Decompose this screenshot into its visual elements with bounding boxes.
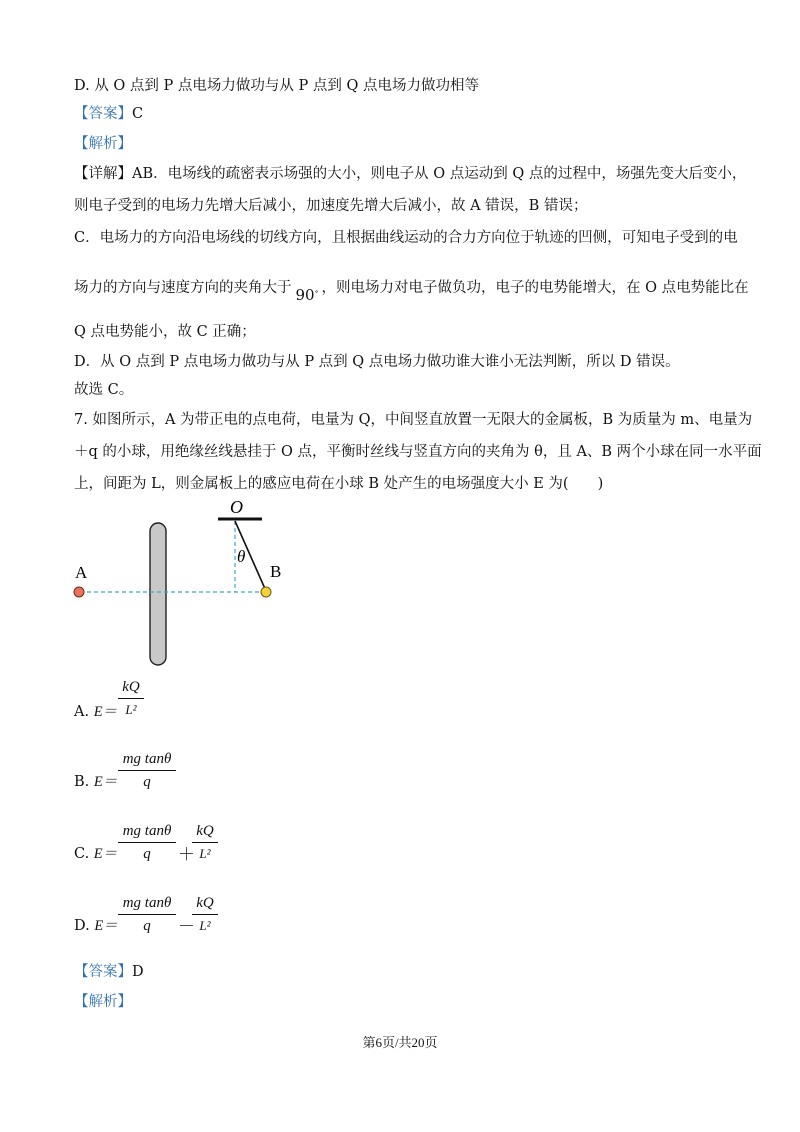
option-d-fraction-2 — [192, 894, 218, 935]
physics-figure — [0, 495, 800, 675]
ball-b — [261, 587, 271, 597]
question-7-line-b: ＋q 的小球，用绝缘丝线悬挂于 O 点，平衡时丝线与竖直方向的夹角为 θ，且 A、B 两个小球在同一水平面 — [74, 444, 762, 460]
detail-1d-pre: 场力的方向与速度方向的夹角大于 — [74, 280, 292, 296]
option-c-denominator-2: L² — [199, 846, 211, 861]
answer-line-1 — [74, 104, 143, 124]
option-b-var: E＝ — [93, 774, 118, 790]
analysis-label-1 — [74, 134, 132, 154]
detail-line-1f: D．从 O 点到 P 点电场力做功与从 P 点到 Q 点电场力做功谁大谁小无法判断，所以 D 错误。 — [74, 354, 680, 370]
option-d-denominator-1: q — [143, 918, 151, 934]
option-c-fraction-1 — [118, 822, 176, 863]
option-a-label: A. — [74, 704, 90, 720]
angle-90-value: 90 — [295, 286, 315, 304]
option-b-denominator: q — [143, 774, 151, 790]
label-o: O — [230, 497, 243, 517]
option-b-prefix — [74, 770, 117, 791]
option-d-label: D. — [74, 918, 90, 934]
analysis-label-2-text: 【解析】 — [74, 994, 132, 1010]
question-7-line-a: 7. 如图所示，A 为带正电的点电荷，电量为 Q，中间竖直放置一无限大的金属板，B 为质量为 m、电量为 — [74, 412, 753, 428]
option-d-denominator-2: L² — [199, 918, 211, 933]
option-b-label: B. — [74, 774, 90, 790]
question-7-line-c: 上，间距为 L，则金属板上的感应电荷在小球 B 处产生的电场强度大小 E 为( ) — [74, 476, 604, 492]
answer-label-2: 【答案】 — [74, 964, 132, 980]
detail-line-1d — [74, 278, 749, 304]
label-a: A — [75, 563, 88, 582]
angle-90: 90∘ — [295, 286, 319, 304]
option-c-fraction-2 — [192, 822, 218, 863]
answer-label: 【答案】 — [74, 106, 132, 122]
option-c-denominator-1: q — [143, 846, 151, 862]
answer-value: C — [132, 106, 144, 122]
option-d-prefix — [74, 914, 118, 935]
option-a-prefix — [74, 700, 117, 721]
option-d-fraction-1 — [118, 894, 176, 935]
option-d-var: E＝ — [94, 918, 118, 934]
option-c-numerator-1: mg tanθ — [122, 823, 172, 839]
option-a-numerator: kQ — [122, 679, 140, 695]
option-d-numerator-2: kQ — [196, 895, 214, 911]
label-theta: θ — [237, 547, 246, 566]
charge-a — [74, 587, 84, 597]
label-b: B — [270, 562, 282, 581]
analysis-label-2 — [74, 992, 132, 1012]
option-c-numerator-2: kQ — [196, 823, 214, 839]
option-b-numerator: mg tanθ — [122, 751, 172, 767]
option-d-numerator-1: mg tanθ — [122, 895, 172, 911]
answer-value-2: D — [132, 964, 144, 980]
option-a-var: E＝ — [93, 704, 118, 720]
analysis-label-text: 【解析】 — [74, 136, 132, 152]
option-d-operator: － — [178, 917, 195, 936]
option-c-operator: ＋ — [178, 845, 195, 864]
option-a-fraction — [118, 678, 144, 719]
option-c-var: E＝ — [93, 846, 118, 862]
answer-line-2 — [74, 962, 144, 982]
detail-line-1b: 则电子受到的电场力先增大后减小，加速度先增大后减小，故 A 错误，B 错误； — [74, 198, 588, 214]
option-c-prefix — [74, 842, 117, 863]
option-d-previous: D. 从 O 点到 P 点电场力做功与从 P 点到 Q 点电场力做功相等 — [74, 78, 479, 94]
metal-plate — [150, 523, 166, 665]
detail-line-1a: 【详解】AB．电场线的疏密表示场强的大小，则电子从 O 点运动到 Q 点的过程中，场强先变大后变小， — [74, 166, 747, 182]
option-b-fraction — [118, 750, 176, 791]
page-footer: 第6页/共20页 — [362, 1035, 438, 1050]
detail-line-1e: Q 点电势能小，故 C 正确； — [74, 324, 256, 340]
detail-line-1g: 故选 C。 — [74, 382, 134, 398]
option-a-denominator: L² — [125, 702, 137, 717]
detail-1d-post: ，则电场力对电子做负功，电子的电势能增大，在 O 点电势能比在 — [321, 280, 749, 296]
detail-line-1c: C．电场力的方向沿电场线的切线方向，且根据曲线运动的合力方向位于轨迹的凹侧，可知电子受到的电 — [74, 230, 738, 246]
option-c-label: C. — [74, 846, 90, 862]
